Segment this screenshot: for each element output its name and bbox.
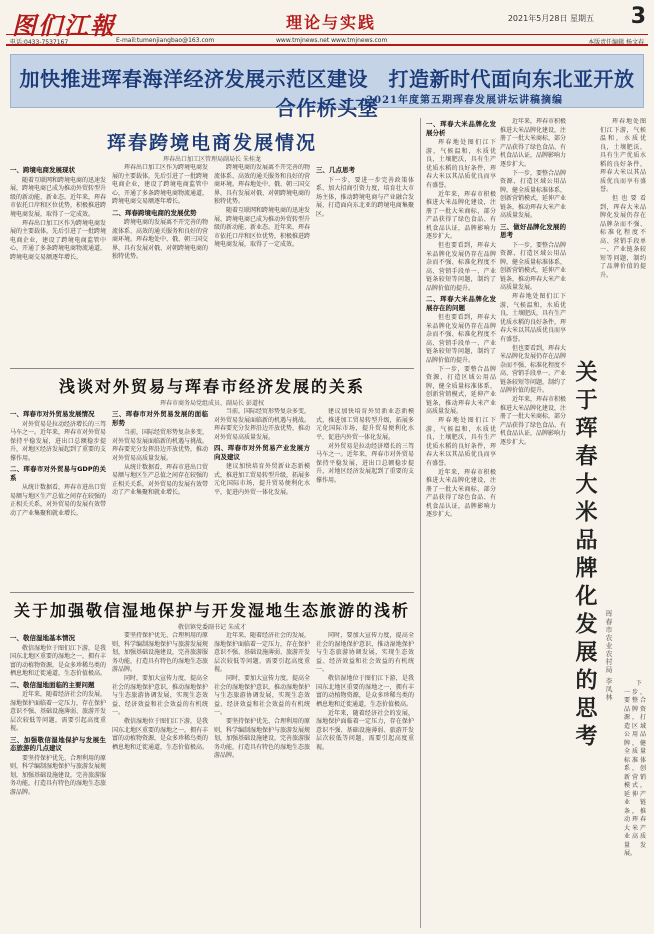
article-1-paragraph: 随着互联网和跨境电商的迅速发展，跨境电商已成为推动外贸转型升级的新动能、新业态。近年来，珲春市依托口岸和区位优势，积极推进跨境电商发展，取得了一定成效。 bbox=[214, 207, 310, 248]
page-number: 3 bbox=[630, 4, 646, 29]
article-4-paragraph: 珲春地处图们江下游，气候温和，水质优良，土壤肥沃，具有生产优质水稻的良好条件，珲春大米以其品质优良而享有盛誉。 bbox=[500, 293, 566, 343]
article-3-paragraph: 敬信湿地位于图们江下游，是我国东北地区重要的湿地之一，拥有丰富的动植物资源，是众多珍稀鸟类的栖息地和迁徙通道，生态价值极高。 bbox=[316, 675, 414, 708]
article-3-paragraph: 敬信湿地位于图们江下游，是我国东北地区重要的湿地之一，拥有丰富的动植物资源，是众多珍稀鸟类的栖息地和迁徙通道，生态价值极高。 bbox=[10, 644, 106, 677]
article-1-paragraph: 随着互联网和跨境电商的迅速发展，跨境电商已成为推动外贸转型升级的新动能、新业态。近年来，珲春市依托口岸和区位优势，积极推进跨境电商发展，取得了一定成效。 bbox=[10, 176, 106, 218]
article-3-paragraph: 近年来，随着经济社会的发展，湿地保护面临着一定压力，存在保护意识不强、基础设施薄弱、旅游开发层次较低等问题，需要引起高度重视。 bbox=[10, 691, 106, 732]
article-2-col-3 bbox=[214, 408, 310, 588]
article-2-paragraph: 建议加快培育外贸新业态新模式，推进加工贸易转型升级，拓展多元化国际市场，提升贸易便利化水平，促进内外贸一体化发展。 bbox=[214, 463, 310, 496]
banner-subtitle: ——2021年度第五期珲春发展讲坛讲稿摘编 bbox=[344, 95, 563, 106]
issue-date: 2021年5月28日 星期五 bbox=[507, 14, 594, 23]
article-2-heading: 二、珲春市对外贸易与GDP的关系 bbox=[10, 465, 106, 482]
article-1-paragraph: 跨境电商的发展离不开完善的物流体系、高效的通关服务和良好的营商环境。珲春地处中、俄、朝三国交界，具有发展对俄、对朝跨境电商的独特优势。 bbox=[214, 164, 310, 205]
section-title: 理论与实践 bbox=[285, 13, 376, 32]
article-3-heading: 三、加强敬信湿地保护与发展生态旅游的几点建议 bbox=[10, 735, 106, 752]
article-2-byline: 珲春市商务局党组成员、副局长 彭道权 bbox=[160, 400, 264, 407]
divider bbox=[10, 368, 414, 369]
article-4-paragraph: 但也要看到，珲春大米品牌化发展仍存在品牌杂而不强、标准化程度不高、营销手段单一、产业链条较短等问题，制约了品牌价值的提升。 bbox=[500, 344, 566, 394]
article-1-heading: 二、珲春跨境电商的发展优势 bbox=[112, 208, 197, 217]
responsible-editor: 本版责任编辑 杨文春 bbox=[588, 39, 644, 46]
contact-website: www.tmjnews.net www.tmjnews.com bbox=[276, 37, 388, 44]
article-4-paragraph: 珲春地处图们江下游，气候温和，水质优良，土壤肥沃，具有生产优质水稻的良好条件，珲春大米以其品质优良而享有盛誉。 bbox=[426, 139, 496, 189]
article-2-paragraph: 当前，国际经贸形势复杂多变，对外贸易发展面临新的机遇与挑战。珲春要充分发挥沿边开放优势，推动对外贸易高质量发展。 bbox=[112, 429, 208, 462]
article-1-paragraph: 珲春出口加工区作为跨境电商发展的主要载体，先后引进了一批跨境电商企业，建设了跨境电商监管中心，开通了多条跨境电商物流通道，跨境电商交易额逐年增长。 bbox=[10, 219, 106, 261]
article-3-paragraph: 同时，要加大宣传力度，提高全社会的湿地保护意识，推动湿地保护与生态旅游协调发展，实现生态效益、经济效益和社会效益的有机统一。 bbox=[316, 632, 414, 673]
article-3-paragraph: 要坚持保护优先、合理利用的原则，科学编制湿地保护与旅游发展规划，加强基础设施建设，完善旅游服务功能，打造具有特色的湿地生态旅游品牌。 bbox=[10, 754, 106, 796]
article-4-heading: 二、珲春大米品牌化发展存在的问题 bbox=[426, 295, 496, 312]
article-4-title: 关于珲春大米品牌化发展的思考 bbox=[572, 360, 597, 752]
article-2-col-2 bbox=[112, 408, 208, 588]
article-3-paragraph: 要坚持保护优先、合理利用的原则，科学编制湿地保护与旅游发展规划，加强基础设施建设，完善旅游服务功能，打造具有特色的湿地生态旅游品牌。 bbox=[214, 718, 310, 759]
article-3-col-3 bbox=[214, 632, 310, 926]
article-4-heading: 三、做好品牌化发展的思考 bbox=[500, 222, 566, 239]
article-2-paragraph: 当前，国际经贸形势复杂多变，对外贸易发展面临新的机遇与挑战。珲春要充分发挥沿边开放优势，推动对外贸易高质量发展。 bbox=[214, 408, 310, 441]
article-3-paragraph: 同时，要加大宣传力度，提高全社会的湿地保护意识，推动湿地保护与生态旅游协调发展，实现生态效益、经济效益和社会效益的有机统一。 bbox=[112, 675, 208, 716]
article-1-col-4 bbox=[316, 164, 414, 364]
headline-banner bbox=[10, 54, 644, 120]
divider bbox=[10, 592, 414, 593]
article-4-col-4 bbox=[624, 680, 646, 926]
column-divider bbox=[420, 118, 421, 928]
article-1-col-2 bbox=[112, 164, 208, 364]
article-3-paragraph: 敬信湿地位于图们江下游，是我国东北地区重要的湿地之一，拥有丰富的动植物资源，是众多珍稀鸟类的栖息地和迁徙通道，生态价值极高。 bbox=[112, 718, 208, 751]
article-1-col-3 bbox=[214, 164, 310, 364]
article-4-author: 珲春市农业农村局 李凤林 bbox=[605, 610, 613, 702]
article-4-col-1 bbox=[426, 118, 496, 926]
article-2-paragraph: 从统计数据看，珲春市进出口贸易额与地区生产总值之间存在较强的正相关关系，对外贸易的发展有效带动了产业集聚和就业增长。 bbox=[112, 463, 208, 496]
article-3-heading: 一、敬信湿地基本情况 bbox=[10, 634, 75, 642]
article-4-paragraph: 下一步，要整合品牌资源，打造区域公用品牌，健全质量标准体系，创新营销模式，延伸产业链条，推动珲春大米产业高质量发展。 bbox=[500, 169, 566, 219]
article-2-heading: 四、珲春市对外贸易产业发展方向及建议 bbox=[214, 444, 310, 461]
article-4-paragraph: 珲春地处图们江下游，气候温和，水质优良，土壤肥沃，具有生产优质水稻的良好条件，珲春大米以其品质优良而享有盛誉。 bbox=[600, 118, 646, 193]
article-3-byline: 敬信镇党委副书记 朱成才 bbox=[178, 624, 246, 631]
article-2-title: 浅谈对外贸易与珲春市经济发展的关系 bbox=[58, 377, 365, 396]
article-1-byline: 珲春出口加工区管理局副局长 朱桂龙 bbox=[163, 156, 261, 163]
article-4-paragraph: 但也要看到，珲春大米品牌化发展仍存在品牌杂而不强、标准化程度不高、营销手段单一、产业链条较短等问题，制约了品牌价值的提升。 bbox=[426, 242, 496, 292]
article-2-col-1 bbox=[10, 408, 106, 588]
article-4-heading: 一、珲春大米品牌化发展分析 bbox=[426, 120, 496, 137]
article-4-paragraph: 近年来，珲春市积极推进大米品牌化建设，注册了一批大米商标，部分产品获得了绿色食品、有机食品认证，品牌影响力逐步扩大。 bbox=[426, 190, 496, 240]
article-2-col-4 bbox=[316, 408, 414, 588]
article-4-paragraph: 但也要看到，珲春大米品牌化发展仍存在品牌杂而不强、标准化程度不高、营销手段单一、产业链条较短等问题，制约了品牌价值的提升。 bbox=[600, 195, 646, 279]
article-2-paragraph: 对外贸易是拉动经济增长的三驾马车之一。近年来，珲春市对外贸易保持平稳发展，进出口总额稳步提升，对地区经济发展起到了重要的支撑作用。 bbox=[316, 442, 414, 484]
article-3-paragraph: 近年来，随着经济社会的发展，湿地保护面临着一定压力，存在保护意识不强、基础设施薄弱、旅游开发层次较低等问题，需要引起高度重视。 bbox=[316, 709, 414, 751]
article-1-paragraph: 下一步，要进一步完善政策体系，加大招商引资力度，培育壮大市场主体，推动跨境电商与产业融合发展，打造面向东北亚的跨境电商集聚区。 bbox=[316, 176, 414, 218]
article-1-paragraph: 珲春出口加工区作为跨境电商发展的主要载体，先后引进了一批跨境电商企业，建设了跨境电商监管中心，开通了多条跨境电商物流通道，跨境电商交易额逐年增长。 bbox=[112, 164, 208, 205]
masthead bbox=[6, 4, 648, 40]
article-2-paragraph: 建议加快培育外贸新业态新模式，推进加工贸易转型升级，拓展多元化国际市场，提升贸易便利化水平，促进内外贸一体化发展。 bbox=[316, 408, 414, 441]
article-2-paragraph: 对外贸易是拉动经济增长的三驾马车之一。近年来，珲春市对外贸易保持平稳发展，进出口总额稳步提升，对地区经济发展起到了重要的支撑作用。 bbox=[10, 420, 106, 462]
article-4-paragraph: 近年来，珲春市积极推进大米品牌化建设，注册了一批大米商标，部分产品获得了绿色食品、有机食品认证，品牌影响力逐步扩大。 bbox=[500, 118, 566, 168]
article-3-title: 关于加强敬信湿地保护与开发湿地生态旅游的浅析 bbox=[13, 601, 410, 620]
article-3-col-2 bbox=[112, 632, 208, 926]
article-4-paragraph: 近年来，珲春市积极推进大米品牌化建设，注册了一批大米商标，部分产品获得了绿色食品、有机食品认证，品牌影响力逐步扩大。 bbox=[500, 396, 566, 446]
article-4-paragraph: 珲春地处图们江下游，气候温和，水质优良，土壤肥沃，具有生产优质水稻的良好条件，珲春大米以其品质优良而享有盛誉。 bbox=[426, 417, 496, 467]
article-4-paragraph: 下一步，要整合品牌资源，打造区域公用品牌，健全质量标准体系，创新营销模式，延伸产业链条，推动珲春大米产业高质量发展。 bbox=[624, 680, 646, 857]
article-3-col-1 bbox=[10, 632, 106, 926]
article-1-title: 珲春跨境电商发展情况 bbox=[106, 132, 317, 154]
article-4-col-2 bbox=[500, 118, 566, 926]
article-1-heading: 三、几点思考 bbox=[316, 166, 355, 174]
contact-phone: 电话:0433-7537167 bbox=[10, 39, 69, 46]
article-4-paragraph: 下一步，要整合品牌资源，打造区域公用品牌，健全质量标准体系，创新营销模式，延伸产业链条，推动珲春大米产业高质量发展。 bbox=[426, 365, 496, 415]
article-4-paragraph: 下一步，要整合品牌资源，打造区域公用品牌，健全质量标准体系，创新营销模式，延伸产业链条，推动珲春大米产业高质量发展。 bbox=[500, 241, 566, 291]
article-3-heading: 二、敬信湿地面临的主要问题 bbox=[10, 680, 95, 689]
article-3-col-4 bbox=[316, 632, 414, 926]
article-3-paragraph: 同时，要加大宣传力度，提高全社会的湿地保护意识，推动湿地保护与生态旅游协调发展，实现生态效益、经济效益和社会效益的有机统一。 bbox=[214, 675, 310, 716]
article-3-paragraph: 要坚持保护优先、合理利用的原则，科学编制湿地保护与旅游发展规划，加强基础设施建设，完善旅游服务功能，打造具有特色的湿地生态旅游品牌。 bbox=[112, 632, 208, 673]
article-1-heading: 一、跨境电商发展现状 bbox=[10, 166, 75, 174]
contact-email: E-mail:tumenjiangbao@163.com bbox=[116, 37, 215, 44]
article-3-paragraph: 近年来，随着经济社会的发展，湿地保护面临着一定压力，存在保护意识不强、基础设施薄弱、旅游开发层次较低等问题，需要引起高度重视。 bbox=[214, 632, 310, 673]
contact-bar bbox=[6, 34, 648, 46]
article-1-paragraph: 跨境电商的发展离不开完善的物流体系、高效的通关服务和良好的营商环境。珲春地处中、俄、朝三国交界，具有发展对俄、对朝跨境电商的独特优势。 bbox=[112, 219, 208, 260]
article-4-paragraph: 但也要看到，珲春大米品牌化发展仍存在品牌杂而不强、标准化程度不高、营销手段单一、产业链条较短等问题，制约了品牌价值的提升。 bbox=[426, 314, 496, 364]
newspaper-logo: 图们江報 bbox=[12, 11, 116, 40]
article-2-heading: 三、珲春市对外贸易发展的面临形势 bbox=[112, 410, 208, 427]
article-1-col-1 bbox=[10, 164, 106, 364]
article-2-heading: 一、珲春市对外贸易发展情况 bbox=[10, 410, 95, 418]
article-4-col-3 bbox=[600, 118, 646, 348]
article-4-paragraph: 近年来，珲春市积极推进大米品牌化建设，注册了一批大米商标，部分产品获得了绿色食品、有机食品认证，品牌影响力逐步扩大。 bbox=[426, 468, 496, 518]
banner-headline: 加快推进珲春海洋经济发展示范区建设 打造新时代面向东北亚开放合作桥头堡 bbox=[19, 67, 635, 120]
article-2-paragraph: 从统计数据看，珲春市进出口贸易额与地区生产总值之间存在较强的正相关关系，对外贸易的发展有效带动了产业集聚和就业增长。 bbox=[10, 484, 106, 517]
